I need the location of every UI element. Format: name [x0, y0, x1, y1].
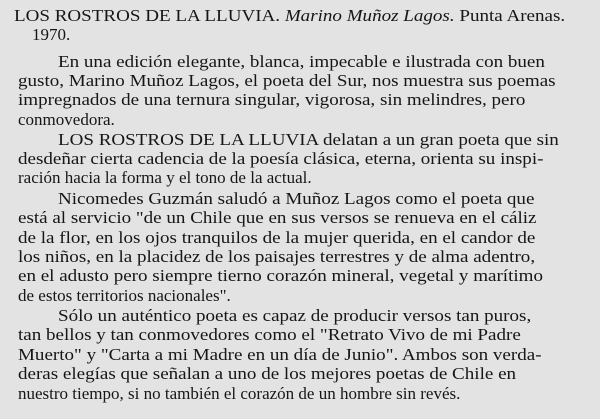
heading-line [14, 6, 565, 25]
body-line: tan bellos y tan conmovedores como el "Retrato Vivo de mi Padre [18, 325, 521, 344]
body-line: nuestro tiempo, si no también el corazón de un hombre sin revés. [18, 384, 461, 403]
body-line: Sólo un auténtico poeta es capaz de producir versos tan puros, [58, 306, 532, 325]
body-line: los niños, en la placidez de los paisajes terrestres y de alma adentro, [18, 247, 536, 266]
body-line: conmovedora. [18, 110, 115, 129]
body-line: LOS ROSTROS DE LA LLUVIA delatan a un gran poeta que sin [58, 130, 559, 149]
body-line: deras elegías que señalan a uno de los mejores poetas de Chile en [18, 364, 517, 383]
body-line: En una edición elegante, blanca, impecable e ilustrada con buen [58, 52, 545, 71]
body-line: Muerto" y "Carta a mi Madre en un día de Junio". Ambos son verda- [18, 345, 542, 364]
body-line: de la flor, en los ojos tranquilos de la mujer querida, en el candor de [18, 228, 536, 247]
body-line: está al servicio "de un Chile que en sus versos se renueva en el cáliz [18, 208, 537, 227]
author-name: Marino Muñoz Lagos. [284, 6, 455, 25]
body-line: de estos territorios nacionales". [18, 286, 231, 305]
body-line: en el adusto pero siempre tierno corazón mineral, vegetal y marítimo [18, 266, 543, 285]
body-line: gusto, Marino Muñoz Lagos, el poeta del Sur, nos muestra sus poemas [18, 71, 556, 90]
body-line: desdeñar cierta cadencia de la poesía clásica, eterna, orienta su inspi- [18, 149, 544, 168]
book-title: LOS ROSTROS DE LA LLUVIA. [14, 6, 281, 25]
body-line: Nicomedes Guzmán saludó a Muñoz Lagos como el poeta que [58, 189, 535, 208]
publication-place: Punta Arenas. [459, 6, 566, 25]
publication-year: 1970. [32, 25, 71, 44]
body-line: ración hacia la forma y el tono de la actual. [18, 168, 312, 187]
body-line: impregnados de una ternura singular, vigorosa, sin melindres, pero [18, 90, 526, 109]
